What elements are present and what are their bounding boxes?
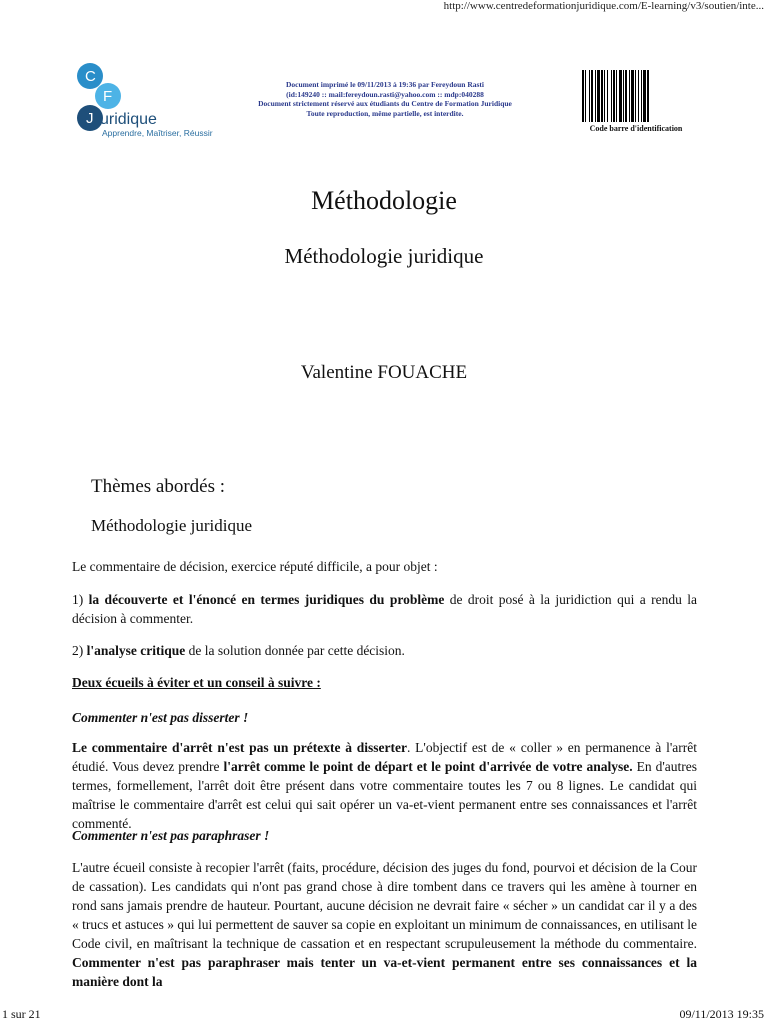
notice-line: Document imprimé le 09/11/2013 à 19:36 par Fereydoun Rasti (285, 80, 485, 89)
barcode-bar (631, 70, 634, 122)
paragraph-3 (72, 738, 697, 833)
section-heading-text: Deux écueils à éviter et un conseil à suivre : (72, 675, 321, 690)
p1-number: 1) (72, 592, 89, 607)
notice-line: Document strictement réservé aux étudiants du Centre de Formation Juridique (258, 99, 512, 108)
barcode-bar (582, 70, 584, 122)
document-subtitle: Méthodologie juridique (284, 244, 484, 268)
barcode-bar (625, 70, 627, 122)
notice-line: (id:149240 :: mail:fereydoun.rasti@yahoo.com :: mdp:040288 (286, 89, 484, 99)
p3-bold-2: l'arrêt comme le point de départ et le point d'arrivée de votre analyse. (223, 759, 633, 774)
barcode-label: Code barre d'identification (589, 124, 683, 133)
subheading-disserter: Commenter n'est pas disserter ! (72, 710, 249, 725)
p4-bold: Commenter n'est pas paraphraser mais tenter un va-et-vient permanent entre ses connaissances et la manière dont la (72, 955, 697, 989)
barcode-bar (616, 70, 617, 122)
barcode-bar (641, 70, 642, 122)
barcode-bar (619, 70, 622, 122)
barcode-bar (604, 70, 605, 122)
paragraph-2 (72, 641, 697, 660)
p2-bold: l'analyse critique (86, 643, 186, 658)
logo-letter-j: J (86, 110, 94, 127)
logo-tagline: Apprendre, Maîtriser, Réussir (102, 128, 213, 138)
page-url: http://www.centredeformationjuridique.com/E-learning/v3/soutien/inte... (443, 0, 764, 12)
logo-letter-c: C (85, 68, 96, 85)
subheading-paraphraser: Commenter n'est pas paraphraser ! (72, 828, 270, 843)
barcode-bar (601, 70, 603, 122)
p1-text: de droit posé à la juridiction qui a rendu la décision à commenter. (72, 592, 698, 626)
barcode-bar (623, 70, 624, 122)
barcode-bar (611, 70, 612, 122)
print-datetime: 09/11/2013 19:35 (679, 1007, 764, 1021)
cfj-logo (72, 62, 242, 140)
p1-bold: la découverte et l'énoncé en termes juridiques du problème (88, 592, 445, 607)
author-name: Valentine FOUACHE (300, 362, 468, 383)
barcode-bar (629, 70, 630, 122)
barcode-bar (597, 70, 600, 122)
p2-number: 2) (72, 643, 87, 658)
themes-heading: Thèmes abordés : (91, 476, 226, 497)
barcode-bar (638, 70, 639, 122)
logo-brand: uridique (100, 111, 157, 128)
paragraph-1 (72, 590, 697, 628)
paragraph-4 (72, 858, 697, 991)
barcode-bar (647, 70, 649, 122)
document-title: Méthodologie (311, 186, 457, 215)
barcode-bar (595, 70, 596, 122)
p3-text-1: . L'objectif est de « coller » en permanence à l'arrêt étudié. Vous devez prendre (72, 740, 698, 774)
barcode-bar (589, 70, 590, 122)
notice-line: Toute reproduction, même partielle, est interdite. (306, 108, 464, 118)
theme-item: Méthodologie juridique (91, 516, 253, 535)
logo-letter-f: F (103, 88, 113, 105)
barcode-bar (643, 70, 646, 122)
intro-paragraph: Le commentaire de décision, exercice réputé difficile, a pour objet : (72, 559, 438, 574)
section-heading (72, 673, 697, 692)
p4-text: L'autre écueil consiste à recopier l'arrêt (faits, procédure, décision des juges du fond, pourvoi et décision de la Cour de cassation). Les candidats qui n'ont pas grand chose à dire tombent dans ce travers qui les amène à tourner en rond sans jamais prendre de hauteur. Pourtant, aucune décision ne devrait faire « sécher » un candidat car il y a des « trucs et astuces » qui lui permettent de sauver sa copie en exploitant un minimum de connaissances, en utilisant le Code civil, en maîtrisant la technique de cassation et en respectant scrupuleusement la méthode du commentaire. (72, 860, 697, 951)
barcode-bar (607, 70, 608, 122)
p3-text-2: En d'autres termes, formellement, l'arrêt doit être présent dans votre commentaire toutes les 7 ou 8 lignes. Le candidat qui maîtrise le commentaire d'arrêt est celui qui sait opérer un va-et-vient permanent entre ses connaissances et l'arrêt commenté. (72, 759, 697, 831)
barcode-bar (591, 70, 593, 122)
barcode (580, 68, 692, 124)
p2-text: de la solution donnée par cette décision. (185, 643, 405, 658)
p3-bold-1: Le commentaire d'arrêt n'est pas un prétexte à disserter (72, 740, 407, 755)
barcode-bar (585, 70, 586, 122)
barcode-bar (635, 70, 636, 122)
page-counter: 1 sur 21 (2, 1007, 41, 1021)
barcode-bar (613, 70, 615, 122)
print-notice (250, 80, 520, 118)
